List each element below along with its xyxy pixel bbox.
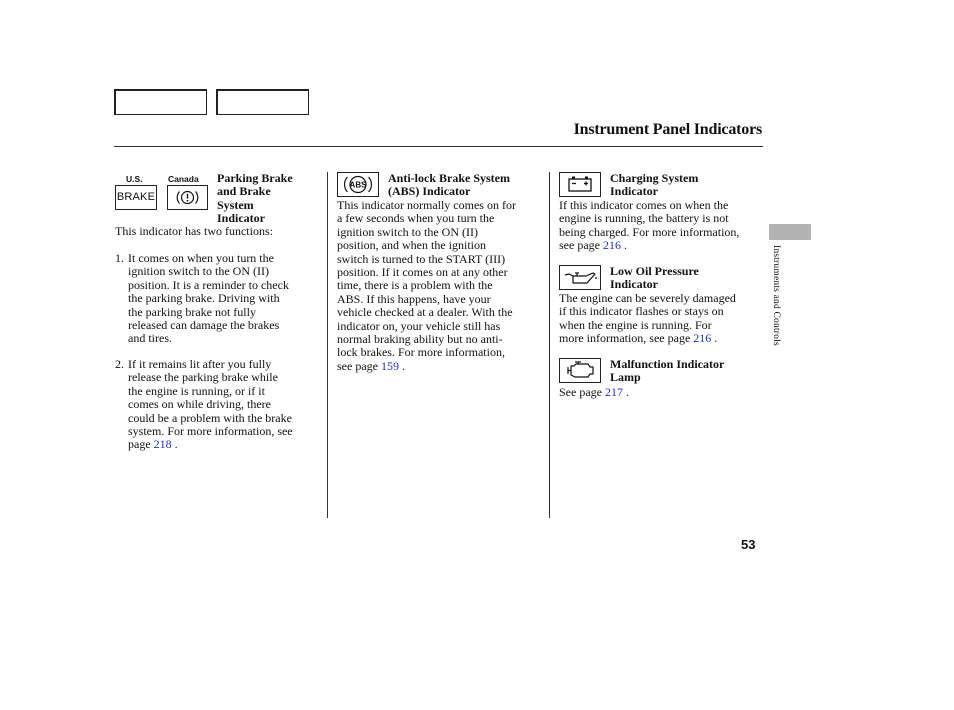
- charging-heading: Charging System Indicator: [610, 171, 699, 199]
- charging-description: If this indicator comes on when the engine is running, the battery is not being charged. For more information, see page 216 .: [559, 198, 740, 253]
- page-link-216-oil[interactable]: 216: [693, 331, 712, 346]
- brake-indicator-icon: [115, 185, 157, 210]
- column-divider-2: [549, 172, 550, 518]
- parking-brake-heading: Parking Brake and Brake System Indicator: [217, 171, 293, 226]
- page-title: Instrument Panel Indicators: [573, 121, 762, 138]
- oil-pressure-description: The engine can be severely damaged if this indicator flashes or stays on when the engine is running. For more information, see page 216 .: [559, 291, 736, 346]
- malfunction-heading: Malfunction Indicator Lamp: [610, 357, 725, 385]
- page-link-159[interactable]: 159: [380, 358, 399, 373]
- battery-icon: [559, 172, 601, 197]
- brake-badge-text: BRAKE: [116, 191, 156, 203]
- brake-warning-icon: [167, 185, 208, 210]
- parking-brake-intro: This indicator has two functions:: [115, 224, 273, 238]
- title-rule: [114, 146, 763, 147]
- page-number: 53: [741, 537, 756, 552]
- engine-icon: [559, 358, 601, 383]
- page-link-218[interactable]: 218: [153, 437, 172, 452]
- abs-indicator-icon: [337, 172, 379, 197]
- page-link-216-charging[interactable]: 216: [602, 238, 621, 253]
- abs-description: This indicator normally comes on for a few seconds when you turn the ignition switch to the ON (II) position, and when the ignition switch is turned to the START (III) position. If it comes on at any other time, there is a problem with the ABS. If this happens, have your vehicle checked at a dealer. With the indicator on, your vehicle still has normal braking ability but no anti- lock brakes. For more information, see page 159 .: [337, 198, 516, 373]
- nav-button-1[interactable]: [114, 89, 207, 115]
- us-label: U.S.: [126, 174, 143, 184]
- nav-button-2[interactable]: [216, 89, 309, 115]
- oil-pressure-heading: Low Oil Pressure Indicator: [610, 264, 699, 292]
- section-tab: [769, 224, 811, 240]
- canada-label: Canada: [168, 174, 199, 184]
- section-label: Instruments and Controls: [771, 245, 781, 346]
- abs-badge-text: ABS: [349, 180, 367, 190]
- abs-heading: Anti-lock Brake System (ABS) Indicator: [388, 171, 510, 199]
- malfunction-description: See page 217 .: [559, 385, 629, 399]
- oil-can-icon: [559, 265, 601, 290]
- page-link-217[interactable]: 217: [604, 385, 623, 399]
